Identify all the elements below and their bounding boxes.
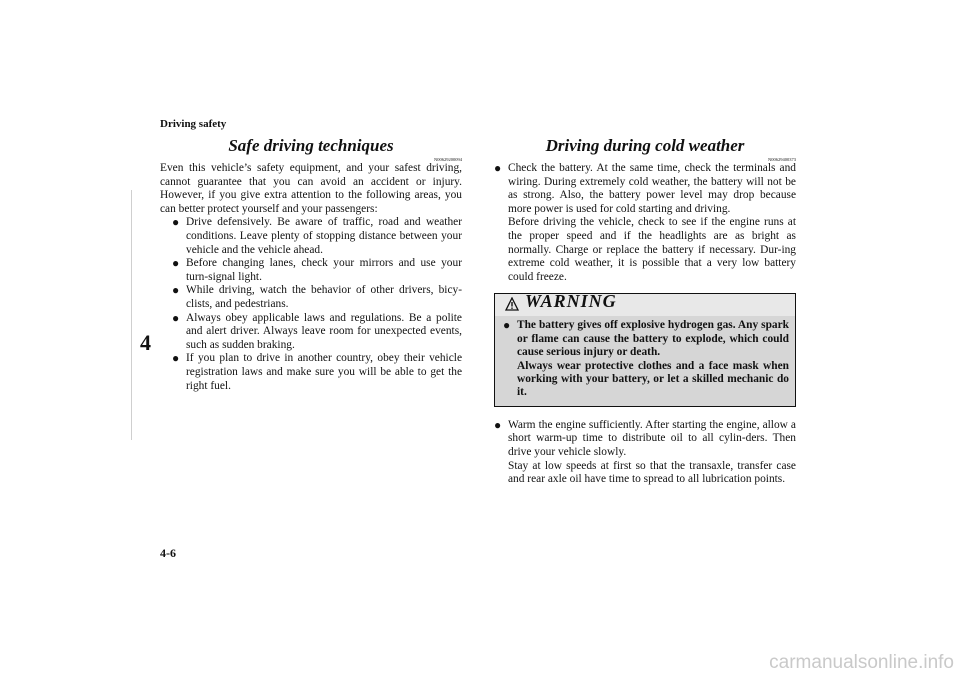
list-item: ● Warm the engine sufficiently. After starting the engine, allow a short warm-up time to distribute oil to all cylin-ders. Then drive your vehicle slowly. Stay at low speeds at first so that the transaxle, transfer case and rear axle oil have time to spread to all lubrication points. [494, 417, 796, 486]
bullet-icon: ● [172, 283, 180, 298]
left-column [160, 136, 462, 393]
safe-driving-list [160, 216, 462, 393]
warning-header [495, 291, 795, 316]
section-code: N00629400373 [768, 157, 796, 162]
warning-box [494, 293, 796, 406]
list-item: ● While driving, watch the behavior of other drivers, bicy-clists, and pedestrians. [172, 283, 462, 310]
chapter-number: 4 [140, 330, 151, 355]
bullet-icon: ● [172, 351, 180, 366]
bullet-icon: ● [503, 318, 511, 333]
list-item: ● Check the battery. At the same time, check the terminals and wiring. During extremely cold weather, the battery will not be as strong. Also, the battery power level may drop because more power is used for cold starting and driving. Before driving the vehicle, check to see if the engine runs at the proper speed and if the headlights are as bright as normally. Charge or replace the battery if necessary. Dur-ing extreme cold weather, it is possible that a very low battery could freeze. [494, 161, 796, 283]
right-column [494, 136, 796, 487]
section-title-cold-weather: Driving during cold weather [545, 136, 745, 155]
list-item: ● Drive defensively. Be aware of traffic, road and weather conditions. Leave plenty of stopping distance between your vehicle and the vehicle ahead. [172, 215, 462, 256]
warning-text: Always wear protective clothes and a face mask when working with your battery, or let a skilled mechanic do it. [517, 359, 789, 399]
running-header: Driving safety [160, 118, 227, 130]
list-item: ● If you plan to drive in another country, obey their vehicle registration laws and make sure you will be able to get the right fuel. [172, 351, 462, 392]
bullet-icon: ● [172, 310, 180, 325]
list-item: ● Always obey applicable laws and regulations. Be a polite and alert driver. Always leave room for unexpected events, such as sudden braking. [172, 310, 462, 351]
section-title-safe-driving: Safe driving techniques [228, 136, 394, 155]
page-number: 4-6 [160, 546, 176, 560]
bullet-icon: ● [494, 417, 502, 432]
warning-text: The battery gives off explosive hydrogen gas. Any spark or flame can cause the battery to explode, which could cause serious injury or death. [517, 319, 789, 359]
chapter-divider [131, 190, 132, 440]
warning-body [495, 316, 795, 405]
warning-title: WARNING [525, 291, 617, 312]
list-item: ● Before changing lanes, check your mirrors and use your turn-signal light. [172, 256, 462, 283]
cold-weather-list [494, 162, 796, 284]
bullet-icon: ● [172, 256, 180, 271]
bullet-icon: ● [172, 215, 180, 230]
section-code: N00629200094 [434, 157, 462, 162]
warning-triangle-icon [505, 297, 519, 311]
intro-paragraph: Even this vehicle’s safety equipment, and your safest driving, cannot guarantee that you can avoid an accident or injury. However, if you give extra attention to the following areas, you can better protect yourself and your passengers: [160, 162, 462, 215]
watermark-text: carmanualsonline.info [769, 652, 954, 673]
cold-weather-list-2 [494, 419, 796, 487]
bullet-icon: ● [494, 161, 502, 175]
